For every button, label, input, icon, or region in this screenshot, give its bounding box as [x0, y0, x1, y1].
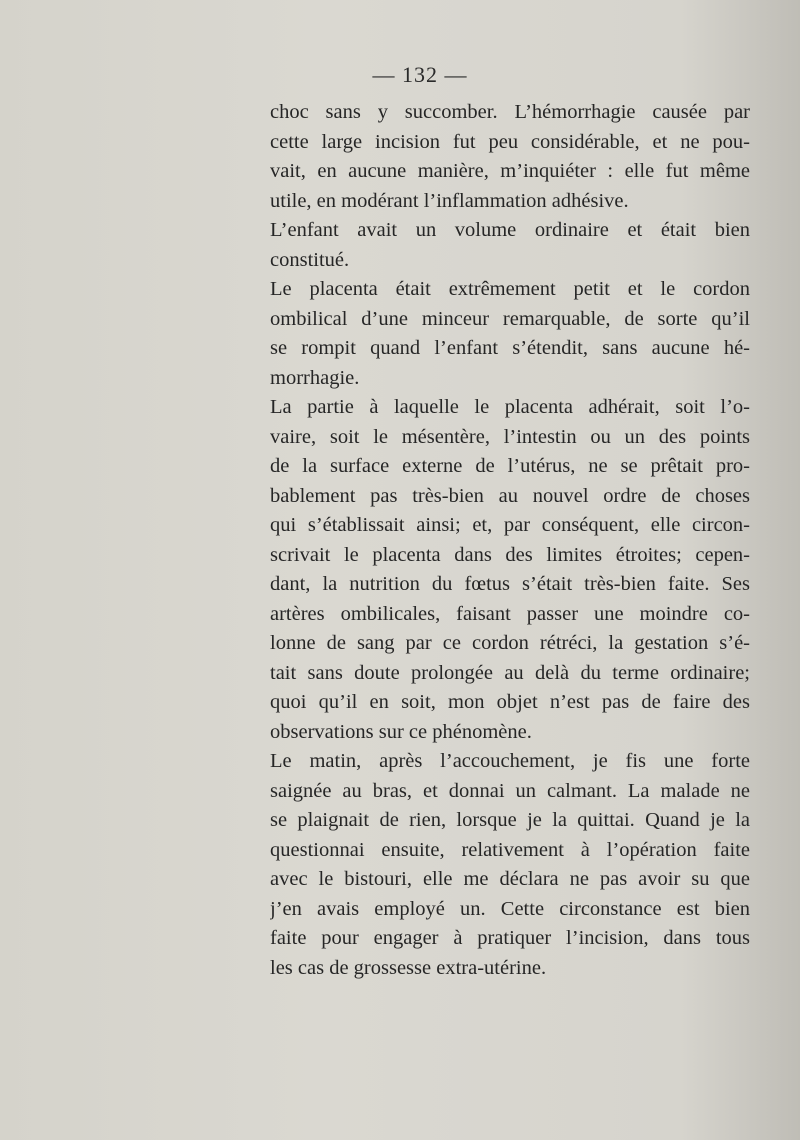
page-number: — 132 —: [372, 62, 468, 87]
text-line: de la surface externe de l’utérus, ne se prêtait pro-: [270, 455, 750, 477]
text-line: tait sans doute prolongée au delà du terme ordinaire;: [270, 661, 750, 684]
text-line: vait, en aucune manière, m’inquiéter : elle fut même: [270, 160, 750, 182]
text-line: faite pour engager à pratiquer l’incision, dans tous: [270, 927, 750, 949]
text-line: ombilical d’une minceur remarquable, de sorte qu’il: [270, 307, 750, 330]
text-line: Le matin, après l’accouchement, je fis une forte: [270, 750, 750, 772]
text-line: se rompit quand l’enfant s’étendit, sans aucune hé-: [270, 337, 750, 359]
text-line: lonne de sang par ce cordon rétréci, la gestation s’é-: [270, 632, 750, 654]
text-line: cette large incision fut peu considérable, et ne pou-: [270, 130, 750, 153]
text-line: L’enfant avait un volume ordinaire et était bien: [270, 219, 750, 241]
text-line: se plaignait de rien, lorsque je la quittai. Quand je la: [270, 809, 750, 831]
text-line: La partie à laquelle le placenta adhérait, soit l’o-: [270, 396, 750, 418]
text-line: Le placenta était extrêmement petit et le cordon: [270, 278, 750, 300]
text-line: morrhagie.: [270, 366, 360, 389]
text-line: bablement pas très-bien au nouvel ordre de choses: [270, 484, 750, 507]
text-line: choc sans y succomber. L’hémorrhagie causée par: [270, 101, 750, 123]
text-line: les cas de grossesse extra-utérine.: [270, 956, 547, 979]
text-line: scrivait le placenta dans des limites étroites; cepen-: [270, 543, 750, 566]
text-line: dant, la nutrition du fœtus s’était très-bien faite. Ses: [270, 573, 750, 595]
text-line: saignée au bras, et donnai un calmant. La malade ne: [270, 779, 750, 802]
text-line: questionnai ensuite, relativement à l’opération faite: [270, 838, 750, 861]
text-line: j’en avais employé un. Cette circonstance est bien: [270, 897, 750, 920]
text-line: artères ombilicales, faisant passer une moindre co-: [270, 602, 750, 625]
text-line: quoi qu’il en soit, mon objet n’est pas de faire des: [270, 691, 750, 713]
text-line: qui s’établissait ainsi; et, par conséquent, elle circon-: [270, 514, 750, 536]
text-line: utile, en modérant l’inflammation adhésive.: [270, 189, 629, 212]
text-line: constitué.: [270, 248, 350, 271]
text-line: observations sur ce phénomène.: [270, 720, 532, 743]
text-line: vaire, soit le mésentère, l’intestin ou un des points: [270, 425, 750, 448]
body-text: [270, 98, 750, 983]
text-line: avec le bistouri, elle me déclara ne pas avoir su que: [270, 868, 750, 890]
